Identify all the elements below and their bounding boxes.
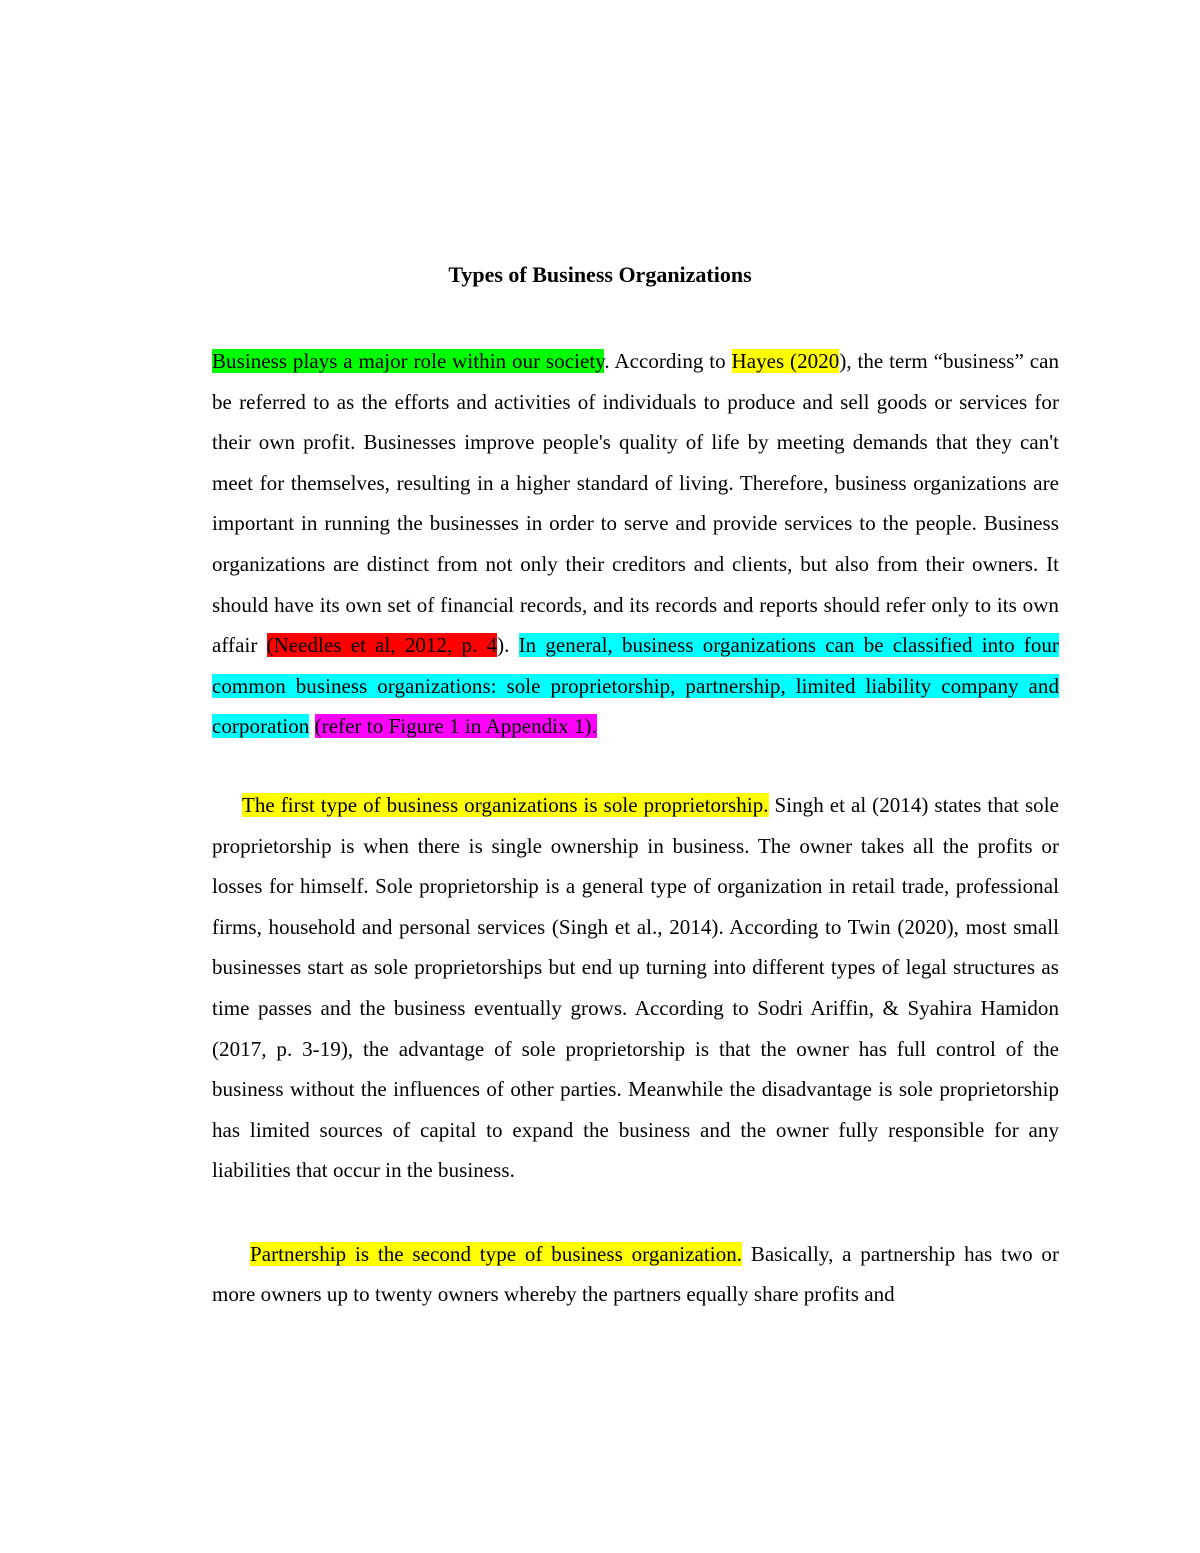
paragraph-text: ), the term “business” can be referred to as the efforts and activities of individuals to produce and sell goods or services for their own profit. Businesses improve people's quality of life by meeting demands that they can't meet for themselves, resulting in a higher standard of living. Therefore, business organizations are important in running the businesses in order to serve and provide services to the people. Business organizations are distinct from not only their creditors and clients, but also from their owners. It should have its own set of financial records, and its records and reports should refer only to its own affair [212, 349, 1060, 658]
paragraph-spacer [212, 1191, 1059, 1234]
paragraph-text: . According to [604, 349, 732, 373]
highlighted-topic-sentence-yellow: The first type of business organizations is sole proprietorship. [242, 792, 769, 817]
paragraph-spacer [212, 747, 1059, 785]
paragraph-sole-proprietorship [212, 785, 1059, 1191]
paragraph-text: Basically, a partnership has two or more owners up to twenty owners whereby the partners equally share profits and [212, 1241, 1059, 1307]
highlighted-citation-yellow: Hayes (2020 [731, 349, 840, 373]
highlighted-citation-red: (Needles et al, 2012, p. 4 [266, 633, 498, 658]
highlighted-reference-magenta: (refer to Figure 1 in Appendix 1). [314, 714, 597, 739]
document-title: Types of Business Organizations [448, 262, 752, 287]
document-body [212, 341, 1059, 1315]
paragraph-text: ). [497, 633, 519, 658]
paragraph-partnership [212, 1234, 1059, 1315]
paragraph-text [309, 714, 314, 738]
paragraph-text: Singh et al (2014) states that sole proprietorship is when there is single ownership in business. The owner takes all the profits or losses for himself. Sole proprietorship is a general type of organization in retail trade, professional firms, household and personal services (Singh et al., 2014). According to Twin (2020), most small businesses start as sole proprietorships but end up turning into different types of legal structures as time passes and the business eventually grows. According to Sodri Ariffin, & Syahira Hamidon (2017, p. 3-19), the advantage of sole proprietorship is that the owner has full control of the business without the influences of other parties. Meanwhile the disadvantage is sole proprietorship has limited sources of capital to expand the business and the owner fully responsible for any liabilities that occur in the business. [212, 792, 1059, 1183]
paragraph-introduction [212, 341, 1059, 747]
highlighted-text-cyan: In general, business organizations can be classified into four common business organizations: sole proprietorship, partnership, limited liability company and corporation [212, 633, 1059, 739]
highlighted-topic-sentence-yellow: Partnership is the second type of business organization. [250, 1241, 743, 1266]
highlighted-text-green: Business plays a major role within our society [212, 349, 605, 373]
